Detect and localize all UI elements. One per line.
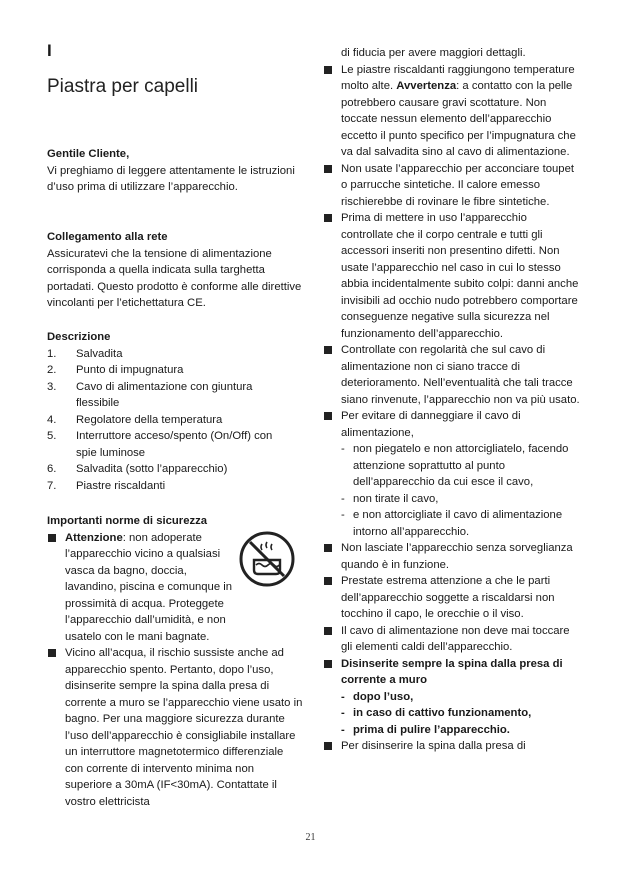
square-bullet-icon	[48, 649, 56, 657]
list-item: Per disinserire la spina dalla presa di	[323, 738, 581, 755]
page-title: Piastra per capelli	[47, 76, 199, 97]
intro-heading: Gentile Cliente,	[47, 148, 130, 160]
intro-text: Vi preghiamo di leggere attentamente le istruzioni d’uso prima di utilizzare l’apparecchio.	[47, 164, 295, 193]
connection-heading: Collegamento alla rete	[47, 231, 168, 243]
sub-list-item: - non piegatelo e non attorcigliatelo, facendo attenzione soprattutto al punto dell’apparecchio da cui esce il cavo,	[341, 443, 569, 488]
square-bullet-icon	[324, 412, 332, 420]
unplug-sublist	[341, 689, 581, 739]
attention-label: Attenzione	[65, 531, 123, 544]
list-item	[47, 645, 303, 810]
unplug-heading: Disinserite sempre la spina dalla presa di corrente a muro	[341, 657, 563, 686]
sub-list-item: - e non attorcigliate il cavo di alimentazione intorno all’apparecchio.	[341, 509, 563, 538]
safety-list-right	[323, 62, 581, 755]
list-item: Non lasciate l’apparecchio senza sorveglianza quando è in funzione.	[323, 540, 581, 573]
water-risk-continuation: di fiducia per avere maggiori dettagli.	[341, 47, 526, 59]
list-item: Controllate con regolarità che sul cavo di alimentazione non ci siano tracce di deterioramento. Nell’eventualità che tali tracce siano rinvenute, l’apparecchio non va più usato.	[323, 342, 581, 408]
square-bullet-icon	[324, 627, 332, 635]
list-item: Non usate l’apparecchio per acconciare toupet o parrucche sintetiche. Il calore emesso rischierebbe di rovinare le fibre sintetiche.	[323, 161, 581, 211]
language-marker: I	[47, 41, 52, 60]
list-item: 3. Cavo di alimentazione con giuntura flessibile	[47, 380, 253, 409]
list-item: 1. Salvadita	[47, 347, 123, 360]
intro-section	[47, 146, 303, 196]
sub-list-item: - dopo l’uso,	[341, 690, 414, 703]
square-bullet-icon	[324, 544, 332, 552]
list-item: 2. Punto di impugnatura	[47, 364, 184, 376]
description-heading: Descrizione	[47, 331, 111, 343]
connection-text: Assicuratevi che la tensione di alimentazione corrisponda a quella indicata sulla targhetta portadati. Questo prodotto è conforme alle direttive vincolanti per l’etichettatura CE.	[47, 247, 302, 309]
attention-text: : non adoperate l’apparecchio vicino a qualsiasi vasca da bagno, doccia, lavandino, piscina e comunque in prossimità di acqua. Proteggete l’apparecchio dall’umidità, e non usatelo con le mani bagnate.	[65, 531, 233, 643]
square-bullet-icon	[324, 214, 332, 222]
sub-list-item: - in caso di cattivo funzionamento,	[341, 707, 532, 719]
square-bullet-icon	[48, 534, 56, 542]
list-item: 7. Piastre riscaldanti	[47, 479, 166, 492]
square-bullet-icon	[324, 165, 332, 173]
list-item: Le piastre riscaldanti raggiungono temperature molto alte. Avvertenza: a contatto con la pelle potrebbero causare gravi scottature. Non toccate nessun elemento dell’apparecchio eccetto il punto specifico per l’impugnatura che va dal salvadita sino al cavo di alimentazione.	[323, 62, 581, 161]
square-bullet-icon	[324, 577, 332, 585]
square-bullet-icon	[324, 346, 332, 354]
sub-list-item: - non tirate il cavo,	[341, 492, 439, 505]
list-item: 4. Regolatore della temperatura	[47, 413, 223, 426]
list-item	[323, 656, 581, 739]
list-item: Prestate estrema attenzione a che le parti dell’apparecchio soggette a riscaldarsi non tocchino il capo, le orecchie o il viso.	[323, 573, 581, 623]
square-bullet-icon	[324, 66, 332, 74]
sub-list-item: - prima di pulire l’apparecchio.	[341, 723, 510, 736]
list-item: Prima di mettere in uso l’apparecchio controllate che il corpo centrale e tutti gli accessori inseriti non presentino difetti. Non usate l’apparecchio nel caso in cui lo stesso abbia incidentalmente subito colpi: danni anche invisibili ad occhio nudo potrebbero comportare conseguenze negative sulla sicurezza nel funzionamento dell’apparecchio.	[323, 210, 581, 342]
square-bullet-icon	[324, 742, 332, 750]
list-item: Per evitare di danneggiare il cavo di alimentazione, - non piegatelo e non attorcigliatelo, facendo attenzione soprattutto al punto dell’apparecchio da cui esce il cavo, - non tirate il cavo, - e non attorcigliate il cavo di alimentazione intorno all’apparecchio.	[323, 408, 581, 540]
water-risk-text: Vicino all’acqua, il rischio sussiste anche ad apparecchio spento. Pertanto, dopo l’uso, disinserite sempre la spina dalla presa di corrente a muro se l’apparecchio viene usato in bagno. Per una maggiore sicurezza durante l’uso dell’apparecchio è consigliabile installare un interruttore magnetotermico differenziale con corrente di intervento minima non superiore a 30mA (IF<30mA). Contattate il vostro elettricista	[65, 647, 303, 808]
cable-sublist	[341, 441, 581, 540]
list-item: Il cavo di alimentazione non deve mai toccare gli elementi caldi dell’apparecchio.	[323, 623, 581, 656]
connection-section	[47, 229, 303, 312]
page-number: 21	[305, 832, 316, 843]
warning-label: Avvertenza	[396, 80, 457, 92]
list-item: 5. Interruttore acceso/spento (On/Off) con spie luminose	[47, 430, 273, 459]
list-item: 6. Salvadita (sotto l’apparecchio)	[47, 463, 228, 475]
description-section	[47, 329, 303, 494]
no-water-bath-icon	[238, 530, 296, 588]
safety-heading: Importanti norme di sicurezza	[47, 515, 208, 527]
square-bullet-icon	[324, 660, 332, 668]
description-list	[47, 346, 303, 495]
